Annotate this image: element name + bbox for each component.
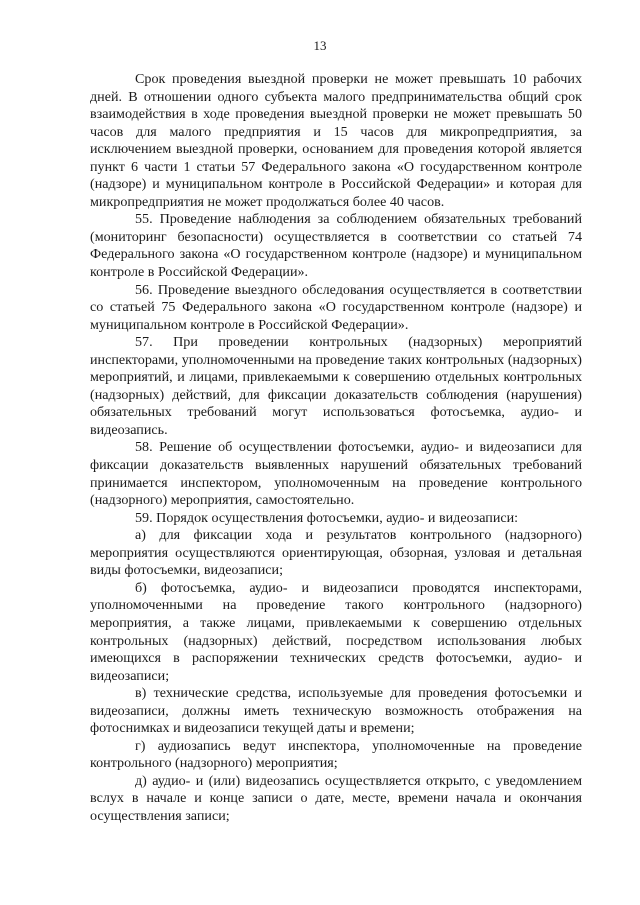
paragraph-59-d: д) аудио- и (или) видеозапись осуществляется открыто, с уведомлением вслух в начале и конце записи о дате, месте, времени начала и окончания осуществления записи; (90, 772, 582, 824)
page-number: 13 (313, 38, 327, 53)
paragraph-57: 57. При проведении контрольных (надзорных) мероприятий инспекторами, уполномоченными на проведение таких контрольных (надзорных) мероприятий, и лицами, привлекаемыми к совершению отдельных контрольных (надзорных) действий, для фиксации доказательств соблюдения (нарушения) обязательных требований могут использоваться фотосъемка, аудио- и видеозапись. (90, 334, 582, 438)
paragraph-59-v: в) технические средства, используемые для проведения фотосъемки и видеозаписи, должны иметь техническую возможность отображения на фотоснимках и видеозаписи текущей даты и времени; (90, 685, 582, 737)
paragraph-59-a: а) для фиксации хода и результатов контрольного (надзорного) мероприятия осуществляются ориентирующая, обзорная, узловая и детальная виды фотосъемки, видеозаписи; (90, 527, 582, 579)
document-body (90, 71, 582, 826)
paragraph-55: 55. Проведение наблюдения за соблюдением обязательных требований (мониторинг безопасности) осуществляется в соответствии со статьей 74 Федерального закона «О государственном контроле (надзоре) и муниципальном контроле в Российской Федерации». (90, 211, 582, 281)
paragraph-59-b: б) фотосъемка, аудио- и видеозаписи проводятся инспекторами, уполномоченными на проведение такого контрольного (надзорного) мероприятия, а также лицами, привлекаемыми к совершению отдельных контрольных (надзорных) действий, посредством использования любых имеющихся в распоряжении технических средств фотосъемки, аудио- и видеозаписи; (90, 579, 582, 684)
paragraph-58: 58. Решение об осуществлении фотосъемки, аудио- и видеозаписи для фиксации доказательств выявленных нарушений обязательных требований принимается инспектором, уполномоченным на проведение контрольного (надзорного) мероприятия, самостоятельно. (90, 439, 582, 509)
paragraph-duration: Срок проведения выездной проверки не может превышать 10 рабочих дней. В отношении одного субъекта малого предпринимательства общий срок взаимодействия в ходе проведения выездной проверки не может превышать 50 часов для малого предприятия и 15 часов для микропредприятия, за исключением выездной проверки, основанием для проведения которой является пункт 6 части 1 статьи 57 Федерального закона «О государственном контроле (надзоре) и муниципальном контроле в Российской Федерации» и которая для микропредприятия не может продолжаться более 40 часов. (90, 71, 582, 210)
paragraph-56: 56. Проведение выездного обследования осуществляется в соответствии со статьей 75 Федерального закона «О государственном контроле (надзоре) и муниципальном контроле в Российской Федерации». (90, 281, 582, 333)
paragraph-59: 59. Порядок осуществления фотосъемки, аудио- и видеозаписи: (135, 509, 519, 526)
paragraph-59-g: г) аудиозапись ведут инспектора, уполномоченные на проведение контрольного (надзорного) мероприятия; (90, 737, 582, 772)
